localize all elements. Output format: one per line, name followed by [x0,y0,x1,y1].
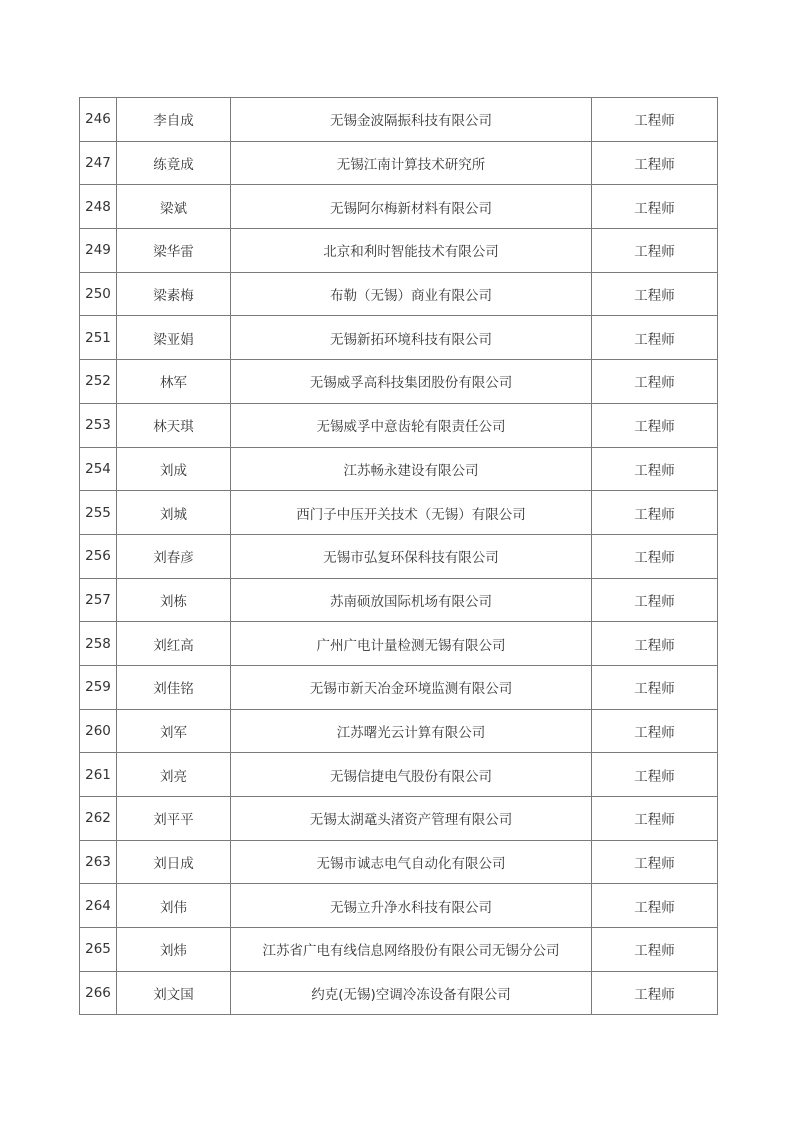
person-name: 刘炜 [117,928,231,972]
company-name: 江苏畅永建设有限公司 [231,447,592,491]
row-number: 264 [80,884,117,928]
row-number: 253 [80,403,117,447]
company-name: 广州广电计量检测无锡有限公司 [231,622,592,666]
job-title: 工程师 [592,272,718,316]
job-title: 工程师 [592,491,718,535]
person-name: 李自成 [117,98,231,142]
job-title: 工程师 [592,884,718,928]
person-name: 刘文国 [117,971,231,1015]
table-row [80,884,718,928]
row-number: 255 [80,491,117,535]
job-title: 工程师 [592,185,718,229]
table-row [80,534,718,578]
row-number: 262 [80,797,117,841]
person-name: 刘城 [117,491,231,535]
table-row [80,709,718,753]
company-name: 无锡威孚高科技集团股份有限公司 [231,360,592,404]
job-title: 工程师 [592,447,718,491]
row-number: 249 [80,229,117,273]
table-row [80,316,718,360]
job-title: 工程师 [592,229,718,273]
table-row [80,622,718,666]
row-number: 265 [80,928,117,972]
row-number: 251 [80,316,117,360]
row-number: 246 [80,98,117,142]
table-row [80,665,718,709]
table-row [80,98,718,142]
personnel-table [79,97,718,1015]
row-number: 254 [80,447,117,491]
job-title: 工程师 [592,709,718,753]
person-name: 梁斌 [117,185,231,229]
job-title: 工程师 [592,578,718,622]
person-name: 刘亮 [117,753,231,797]
company-name: 无锡新拓环境科技有限公司 [231,316,592,360]
person-name: 梁亚娟 [117,316,231,360]
job-title: 工程师 [592,316,718,360]
company-name: 无锡太湖鼋头渚资产管理有限公司 [231,797,592,841]
person-name: 梁华雷 [117,229,231,273]
company-name: 无锡阿尔梅新材料有限公司 [231,185,592,229]
table-row [80,797,718,841]
company-name: 无锡市弘复环保科技有限公司 [231,534,592,578]
personnel-table-body [80,98,718,1015]
company-name: 北京和利时智能技术有限公司 [231,229,592,273]
job-title: 工程师 [592,753,718,797]
person-name: 练竟成 [117,141,231,185]
job-title: 工程师 [592,98,718,142]
company-name: 无锡市诚志电气自动化有限公司 [231,840,592,884]
person-name: 梁素梅 [117,272,231,316]
table-row [80,753,718,797]
table-row [80,360,718,404]
row-number: 266 [80,971,117,1015]
job-title: 工程师 [592,797,718,841]
table-row [80,928,718,972]
company-name: 无锡江南计算技术研究所 [231,141,592,185]
company-name: 无锡信捷电气股份有限公司 [231,753,592,797]
job-title: 工程师 [592,360,718,404]
job-title: 工程师 [592,971,718,1015]
job-title: 工程师 [592,622,718,666]
person-name: 林天琪 [117,403,231,447]
company-name: 江苏省广电有线信息网络股份有限公司无锡分公司 [231,928,592,972]
row-number: 261 [80,753,117,797]
company-name: 无锡市新天冶金环境监测有限公司 [231,665,592,709]
company-name: 无锡立升净水科技有限公司 [231,884,592,928]
company-name: 布勒（无锡）商业有限公司 [231,272,592,316]
job-title: 工程师 [592,665,718,709]
table-row [80,578,718,622]
row-number: 256 [80,534,117,578]
company-name: 苏南硕放国际机场有限公司 [231,578,592,622]
person-name: 刘红高 [117,622,231,666]
row-number: 252 [80,360,117,404]
table-row [80,141,718,185]
table-row [80,403,718,447]
row-number: 258 [80,622,117,666]
person-name: 刘春彦 [117,534,231,578]
table-row [80,229,718,273]
company-name: 西门子中压开关技术（无锡）有限公司 [231,491,592,535]
table-row [80,447,718,491]
job-title: 工程师 [592,403,718,447]
table-row [80,840,718,884]
table-row [80,491,718,535]
job-title: 工程师 [592,928,718,972]
person-name: 刘佳铭 [117,665,231,709]
row-number: 247 [80,141,117,185]
job-title: 工程师 [592,534,718,578]
row-number: 259 [80,665,117,709]
row-number: 263 [80,840,117,884]
company-name: 无锡金波隔振科技有限公司 [231,98,592,142]
person-name: 刘成 [117,447,231,491]
row-number: 250 [80,272,117,316]
person-name: 刘伟 [117,884,231,928]
company-name: 江苏曙光云计算有限公司 [231,709,592,753]
company-name: 无锡威孚中意齿轮有限责任公司 [231,403,592,447]
table-row [80,971,718,1015]
person-name: 刘日成 [117,840,231,884]
row-number: 248 [80,185,117,229]
table-row [80,272,718,316]
company-name: 约克(无锡)空调冷冻设备有限公司 [231,971,592,1015]
row-number: 257 [80,578,117,622]
person-name: 刘平平 [117,797,231,841]
job-title: 工程师 [592,141,718,185]
person-name: 刘军 [117,709,231,753]
person-name: 刘栋 [117,578,231,622]
job-title: 工程师 [592,840,718,884]
table-row [80,185,718,229]
row-number: 260 [80,709,117,753]
person-name: 林军 [117,360,231,404]
